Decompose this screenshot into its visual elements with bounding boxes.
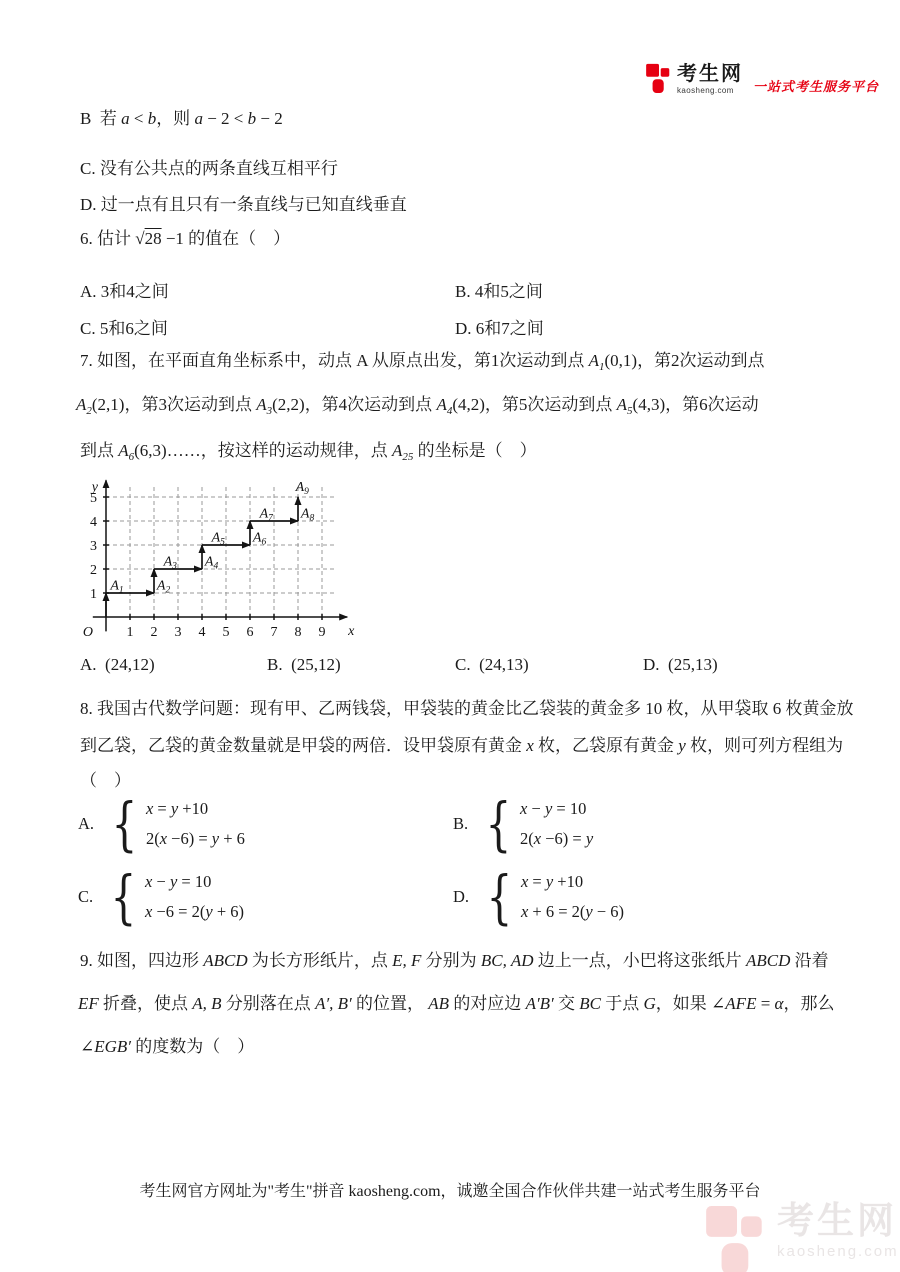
q8-option-c-equations xyxy=(145,871,244,923)
svg-text:A2: $A_2$ xyxy=(156,578,171,596)
q8-stem-line3: （ ） xyxy=(80,771,131,790)
watermark-logo xyxy=(706,1200,899,1272)
brand-name: 考生网 xyxy=(677,63,743,85)
q8-option-d-label: D. xyxy=(453,887,470,907)
watermark-text-block xyxy=(777,1202,899,1260)
svg-text:2: 2 xyxy=(150,625,158,640)
brand-tagline: 一站式考生服务平台 xyxy=(753,79,880,94)
q9-stem-line2: EF 折叠，使点 A, B 分别落在点 A′, B′ 的位置， AB 的对应边 A′B′ 交 BC 于点 G，如果 ∠AFE = α，那么 xyxy=(78,994,835,1013)
q7-figure-svg xyxy=(72,477,372,649)
system-brace: { xyxy=(486,863,513,931)
svg-text:A3: $A_3$ xyxy=(163,554,177,572)
svg-text:A7: $A_7$ xyxy=(259,506,273,524)
equation-line: x = y +10 xyxy=(145,799,209,819)
q5-option-d: D. 过一点有且只有一条直线与已知直线垂直 xyxy=(80,195,407,214)
svg-text:3: 3 xyxy=(174,625,182,640)
q7-option-c: C. (24,13) xyxy=(455,655,529,674)
q5-option-b: B 若 a < b，则 a − 2 < b − 2 xyxy=(80,109,283,128)
svg-text:A6: $A_6$ xyxy=(252,530,267,548)
svg-text:3: 3 xyxy=(90,539,97,554)
q8-option-b-equations xyxy=(520,798,593,850)
brand-domain: kaosheng.com xyxy=(677,86,734,95)
svg-text:A4: $A_4$ xyxy=(204,554,219,572)
svg-text:4: 4 xyxy=(198,625,206,640)
svg-text:7: 7 xyxy=(270,625,278,640)
svg-text:5: 5 xyxy=(90,491,97,506)
svg-text:2: 2 xyxy=(90,563,97,578)
q8-stem-line2: 到乙袋，乙袋的黄金数量就是甲袋的两倍．设甲袋原有黄金 x 枚，乙袋原有黄金 y 枚，则可列方程组为 xyxy=(80,736,844,755)
q8-option-a xyxy=(78,790,245,858)
watermark-domain: kaosheng.com xyxy=(777,1243,899,1260)
svg-text:y: y xyxy=(91,480,98,495)
equation-line: 2(x −6) = y + 6 xyxy=(145,828,245,848)
svg-text:A1: $A_1$ xyxy=(110,578,124,596)
q7-option-d: D. (25,13) xyxy=(643,655,718,674)
q8-option-c xyxy=(78,863,244,931)
equation-line: x −6 = 2(y + 6) xyxy=(145,901,244,921)
svg-text:A9: $A_9$ xyxy=(295,480,309,497)
q6-option-a: A. 3和4之间 xyxy=(80,282,169,301)
q8-option-d-equations xyxy=(521,871,624,923)
svg-text:4: 4 xyxy=(90,515,97,530)
brand-text-block xyxy=(677,60,743,95)
q6-option-c: C. 5和6之间 xyxy=(80,319,168,338)
q8-option-c-label: C. xyxy=(78,887,94,907)
q7-stem-line3: 到点 $A_6(6,3)\dots\dots$，按这样的运动规律，点 $A_{25}$ 的坐标是（ ） xyxy=(80,441,537,463)
system-brace: { xyxy=(111,790,138,858)
q7-option-b: B. (25,12) xyxy=(267,655,341,674)
q8-option-b-label: B. xyxy=(453,814,469,834)
svg-text:9: 9 xyxy=(318,625,326,640)
equation-line: x + 6 = 2(y − 6) xyxy=(520,901,625,921)
equation-line: x − y = 10 xyxy=(520,799,587,819)
equation-line: x = y +10 xyxy=(520,872,584,892)
q8-option-a-equations xyxy=(146,798,245,850)
footer-slogan: 考生网官方网址为"考生"拼音 kaosheng.com，诚邀全国合作伙伴共建一站式考生服务平台 xyxy=(139,1183,761,1200)
system-brace: { xyxy=(485,790,512,858)
q7-option-a: A. (24,12) xyxy=(80,655,155,674)
svg-text:8: 8 xyxy=(294,625,302,640)
svg-text:1: 1 xyxy=(126,625,134,640)
equation-line: x − y = 10 xyxy=(145,872,212,892)
q5-option-c: C. 没有公共点的两条直线互相平行 xyxy=(80,159,338,178)
svg-text:O: O xyxy=(82,625,93,640)
equation-line: 2(x −6) = y xyxy=(520,828,594,848)
site-logo xyxy=(646,60,879,95)
q9-stem-line3: ∠EGB′ 的度数为（ ） xyxy=(80,1037,255,1056)
svg-text:6: 6 xyxy=(246,625,254,640)
q9-stem-line1: 9. 如图，四边形 ABCD 为长方形纸片，点 E, F 分别为 BC, AD 边上一点，小巴将这张纸片 ABCD 沿着 xyxy=(80,951,829,970)
kaosheng-logo-icon xyxy=(646,63,672,93)
q8-option-b xyxy=(453,790,594,858)
system-brace: { xyxy=(110,863,137,931)
svg-text:5: 5 xyxy=(222,625,230,640)
q8-option-d xyxy=(453,863,625,931)
svg-text:x: x xyxy=(348,624,355,639)
svg-text:1: 1 xyxy=(90,587,97,602)
q8-stem-line1: 8. 我国古代数学问题：现有甲、乙两钱袋，甲袋装的黄金比乙袋装的黄金多 10 枚，从甲袋取 6 枚黄金放 xyxy=(80,699,854,718)
q7-figure xyxy=(72,477,372,654)
q6-option-d: D. 6和7之间 xyxy=(455,319,544,338)
q6-stem: 6. 估计 √28 −1 的值在（ ） xyxy=(80,229,291,248)
kaosheng-watermark-icon xyxy=(706,1204,768,1272)
q7-stem-line2: $A_2(2,1)$，第3次运动到点 $A_3(2,2)$，第4次运动到点 $A_4(4,2)$，第5次运动到点 $A_5(4,3)$，第6次运动 xyxy=(76,395,759,417)
q8-option-a-label: A. xyxy=(78,814,95,834)
svg-text:A8: $A_8$ xyxy=(300,506,315,524)
q7-stem-line1: 7. 如图，在平面直角坐标系中，动点 A 从原点出发，第1次运动到点 $A_1(0,1)$，第2次运动到点 xyxy=(80,351,765,373)
q6-option-b: B. 4和5之间 xyxy=(455,282,543,301)
svg-text:A5: $A_5$ xyxy=(211,530,225,548)
watermark-brand: 考生网 xyxy=(777,1200,897,1241)
